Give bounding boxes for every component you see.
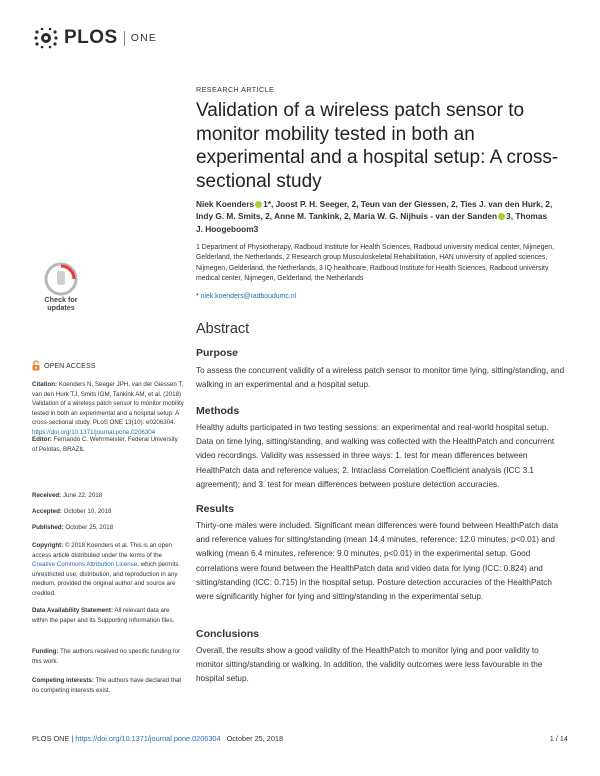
copyright-block [32, 541, 184, 599]
copyright-text: © 2018 Koenders et al. This is an open access article distributed under the terms of the [32, 542, 172, 559]
methods-text: Healthy adults participated in two testing sessions: an experimental and real-world hospital setup. Data on time lying, sitting/standing, and walking was collected with the HealthPatch and concurrent video recordings. Validity was assessed in three ways: 1. test for mean differences between HealthPatch data and reference values; 2. Intraclass Correlation Coefficient analysis (ICC 3.1 agreement); and 3. test for mean differences between posture detection accuracies. [196, 423, 555, 489]
logo-divider [124, 31, 125, 46]
email-marker: * [196, 293, 199, 300]
conclusions-text: Overall, the results show a good validity of the HealthPatch to monitor lying and poor validity to monitor sitting/standing or walking. In addition, the validity outcomes were less favourable in the hospital setup. [196, 646, 543, 684]
competing-interests-label: Competing interests: [32, 677, 94, 684]
check-line-1: Check for [44, 295, 78, 304]
author-name: 2, Maria W. G. Nijhuis - van der Sanden [344, 211, 498, 222]
email-link[interactable]: niek.koenders@radboudumc.nl [200, 293, 297, 300]
conclusions-heading: Conclusions [196, 628, 260, 640]
check-line-2: updates [47, 303, 75, 312]
open-lock-icon [32, 360, 40, 371]
accepted-label: Accepted: [32, 508, 62, 515]
citation-label: Citation: [32, 381, 58, 388]
funding-block [32, 647, 184, 666]
article-title: Validation of a wireless patch sensor to monitor mobility tested in both an experimental and a hospital setup: A cross-sectional study [196, 100, 559, 192]
methods-heading: Methods [196, 405, 240, 417]
article-type: RESEARCH ARTICLE [196, 85, 275, 94]
author-name: 3, Thomas J. Hoogeboom [196, 211, 548, 234]
abstract-heading: Abstract [196, 321, 250, 337]
purpose-text: To assess the concurrent validity of a wireless patch sensor to monitor time lying, sitting/standing, and walking in an experimental and a hospital setup. [196, 366, 565, 390]
orcid-icon[interactable] [498, 213, 505, 220]
citation-block [32, 380, 184, 438]
orcid-icon[interactable] [255, 201, 262, 208]
author-name: 2, Ties J. van den Hurk [450, 199, 541, 209]
results-text: Thirty-one males were included. Significant mean differences were found between HealthPatch data and reference values for sitting/standing (mean 14.4 minutes, reference: 12.0 minutes, p<0.01) and walking (mean 6.4 minutes, reference: 9.0 minutes, p<0.01) in the experimental setup. Good correlations were found between the HealthPatch data and video data for lying (ICC: 0.824) and sitting/standing (ICC: 0.715) in the hospital setup. Posture detection accuracies of the HealthPatch were significantly higher for lying and sitting/standing in the experimental setup. [196, 521, 559, 602]
corresponding-email [196, 293, 296, 300]
cc-license-link[interactable]: Creative Commons Attribution License [32, 561, 138, 569]
published-date: October 25, 2018 [63, 524, 114, 531]
footer-journal: PLOS ONE | [32, 734, 76, 743]
editor-text: Fernando C. Wehrmeister, Federal University of Pelotas, BRAZIL [32, 436, 178, 453]
check-for-updates-icon [36, 262, 86, 296]
received-date: June 22, 2018 [61, 492, 103, 499]
page-footer [32, 734, 568, 743]
citation-doi-link[interactable]: https://doi.org/10.1371/journal.pone.0206304 [32, 428, 156, 436]
author-name: 1*, Joost P. H. Seeger [263, 199, 347, 209]
copyright-text-end: , which permits unrestricted use, distribution, and reproduction in any medium, provided the original author and source are credited. [32, 561, 179, 597]
accepted-date: October 10, 2018 [61, 508, 112, 515]
citation-text: Koenders N, Seeger JPH, van der Giessen T, van den Hurk TJ, Smits IGM, Tankink AM, et al. (2018) Validation of a wireless patch sensor to monitor mobility tested in both an experimental and a hospital setup: A cross-sectional study. PLoS ONE 13(10): e0206304. [32, 381, 184, 427]
logo-plos-text: PLOS [64, 27, 118, 48]
competing-interests-block [32, 676, 184, 695]
author-name: Niek Koenders [196, 199, 255, 209]
received-label: Received: [32, 492, 62, 499]
received-block [32, 491, 184, 501]
editor-block [32, 435, 184, 454]
plos-logo[interactable] [32, 26, 157, 50]
data-availability-block [32, 606, 184, 625]
results-heading: Results [196, 503, 234, 515]
plos-dots-icon [32, 26, 60, 50]
open-access-badge [32, 360, 96, 371]
author-name: 2, Indy G. M. Smits [196, 199, 553, 222]
purpose-heading: Purpose [196, 347, 239, 359]
funding-text: The authors received no specific funding for this work. [32, 648, 181, 665]
footer-doi-link[interactable]: https://doi.org/10.1371/journal.pone.0206304 [75, 734, 221, 743]
logo-journal-name: ONE [130, 32, 158, 44]
author-affiliation-mark: 3 [253, 223, 259, 234]
data-availability-text: All relevant data are within the paper and its Supporting Information files. [32, 607, 175, 624]
author-name: 2, Teun van der Giessen [351, 199, 447, 209]
open-access-label: OPEN ACCESS [44, 361, 96, 370]
funding-label: Funding: [32, 648, 59, 655]
copyright-label: Copyright: [32, 542, 64, 549]
author-name: 2, Anne M. Tankink [265, 211, 340, 222]
competing-interests-text: The authors have declared that no competing interests exist. [32, 677, 182, 694]
author-list: Niek Koenders 1*, Joost P. H. Seeger, 2, Teun van der Giessen, 2, Ties J. van den Hurk, 2, Indy G. M. Smits, 2, Anne M. Tankink, 2, Maria W. G. Nijhuis - van der Sanden 3, Thomas J. Hoogeboom3 [196, 199, 553, 234]
data-availability-label: Data Availability Statement: [32, 607, 114, 614]
published-label: Published: [32, 524, 64, 531]
check-for-updates-label [36, 296, 86, 312]
accepted-block [32, 507, 184, 517]
page-number: 1 / 14 [549, 734, 568, 743]
published-block [32, 523, 184, 533]
affiliations: 1 Department of Physiotherapy, Radboud Institute for Health Sciences, Radboud university medical center, Nijmegen, Gelderland, the Netherlands, 2 Research group Musculoskeletal Rehabilitation, HAN university of applied sciences, Nijmegen, Gelderland, the Netherlands, 3 IQ healthcare, Radboud Institute for Health Sciences, Radboud university medical center, Nijmegen, Gelderland, the Netherlands [196, 244, 554, 282]
footer-date: October 25, 2018 [226, 734, 283, 743]
editor-label: Editor: [32, 436, 52, 443]
